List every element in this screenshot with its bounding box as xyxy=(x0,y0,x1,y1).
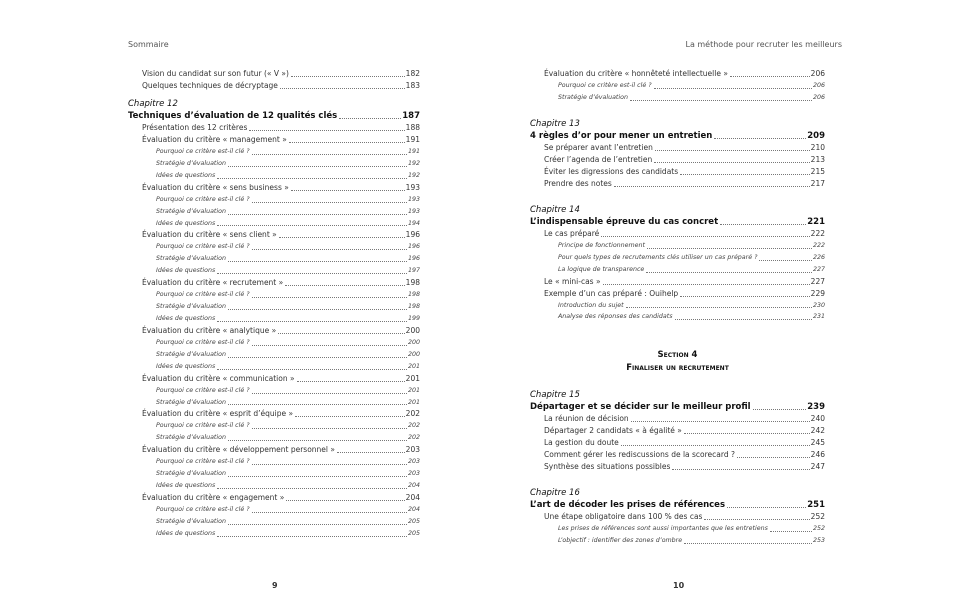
toc-entry xyxy=(128,420,420,432)
toc-entry-page: 198 xyxy=(407,291,420,299)
dot-leader xyxy=(291,76,405,77)
toc-entry-title: L’art de décoder les prises de références xyxy=(530,500,726,511)
toc-entry xyxy=(530,216,825,228)
toc-entry-title: Stratégie d’évaluation xyxy=(156,159,226,167)
toc-entry-page: 201 xyxy=(405,373,420,383)
dot-leader xyxy=(737,457,810,458)
toc-entry-page: 203 xyxy=(407,458,420,466)
toc-entry-title: Stratégie d’évaluation xyxy=(156,303,226,311)
toc-entry-page: 192 xyxy=(407,159,420,167)
dot-leader xyxy=(252,249,407,250)
toc-entry-page: 227 xyxy=(812,265,825,273)
toc-entry-page: 206 xyxy=(812,93,825,101)
toc-entry xyxy=(128,468,420,480)
toc-entry-page: 200 xyxy=(405,325,420,335)
toc-entry-page: 201 xyxy=(407,386,420,394)
dot-leader xyxy=(727,507,806,508)
toc-entry-title: Une étape obligatoire dans 100 % des cas xyxy=(544,512,703,522)
dot-leader xyxy=(252,297,407,298)
dot-leader xyxy=(647,248,812,249)
toc-entry-page: 230 xyxy=(812,301,825,309)
toc-entry-title: Techniques d’évaluation de 12 qualités clés xyxy=(128,111,338,121)
toc-entry-title: Évaluation du critère « sens client » xyxy=(142,230,277,240)
dot-leader xyxy=(252,345,407,346)
dot-leader xyxy=(252,154,407,155)
dot-leader xyxy=(339,118,401,119)
dot-leader xyxy=(337,452,405,453)
toc-entry-title: Stratégie d’évaluation xyxy=(558,93,628,101)
toc-entry xyxy=(530,300,825,312)
toc-entry-page: 226 xyxy=(812,253,825,261)
toc-entry xyxy=(128,241,420,253)
toc-entry xyxy=(530,401,825,413)
toc-entry-title: Stratégie d’évaluation xyxy=(156,398,226,406)
toc-left-page xyxy=(128,68,420,540)
toc-entry-title: Pourquoi ce critère est-il clé ? xyxy=(156,422,250,430)
toc-entry-title: La logique de transparence xyxy=(558,265,645,273)
dot-leader xyxy=(730,76,810,77)
toc-entry-page: 198 xyxy=(407,303,420,311)
dot-leader xyxy=(279,237,405,238)
section-heading: Finaliser un recrutement xyxy=(626,363,729,374)
toc-entry-page: 182 xyxy=(405,69,420,78)
dot-leader xyxy=(278,333,404,334)
dot-leader xyxy=(684,433,810,434)
toc-entry-title: Pourquoi ce critère est-il clé ? xyxy=(156,458,250,466)
toc-entry-title: Pourquoi ce critère est-il clé ? xyxy=(156,148,250,155)
toc-entry xyxy=(128,110,420,122)
toc-entry xyxy=(530,166,825,178)
toc-entry-title: Stratégie d’évaluation xyxy=(156,434,226,442)
toc-entry-page: 203 xyxy=(407,470,420,478)
toc-entry-title: L’objectif : identifier des zones d’ombre xyxy=(558,537,683,545)
toc-entry-page: 201 xyxy=(407,398,420,406)
toc-entry-page: 242 xyxy=(810,426,825,436)
dot-leader xyxy=(217,225,407,226)
toc-entry-page: 198 xyxy=(405,278,420,288)
chapter-heading: Chapitre 15 xyxy=(530,390,580,401)
toc-entry-title: Vision du candidat sur son futur (« V ») xyxy=(142,69,289,78)
toc-entry xyxy=(128,444,420,456)
toc-entry xyxy=(128,80,420,92)
dot-leader xyxy=(626,307,812,308)
dot-leader xyxy=(601,236,809,237)
dot-leader xyxy=(621,445,810,446)
toc-entry xyxy=(530,311,825,323)
toc-entry-page: 253 xyxy=(812,537,825,545)
toc-entry-title: Introduction du sujet xyxy=(558,301,624,309)
dot-leader xyxy=(753,409,807,410)
toc-entry xyxy=(128,528,420,540)
chapter-heading: Chapitre 14 xyxy=(530,204,580,215)
dot-leader xyxy=(286,500,404,501)
dot-leader xyxy=(655,150,810,151)
toc-entry-page: 204 xyxy=(407,505,420,513)
toc-entry-title: Prendre des notes xyxy=(544,178,612,188)
dot-leader xyxy=(228,166,407,167)
toc-entry xyxy=(128,206,420,218)
dot-leader xyxy=(217,321,407,322)
toc-entry-page: 191 xyxy=(407,148,420,155)
toc-entry xyxy=(530,80,825,92)
toc-entry-title: Idées de questions xyxy=(156,529,216,537)
toc-entry-page: 196 xyxy=(407,243,420,251)
toc-entry-page: 204 xyxy=(405,492,420,502)
toc-entry-title: Idées de questions xyxy=(156,314,216,322)
toc-entry-page: 231 xyxy=(812,313,825,321)
toc-entry-title: Idées de questions xyxy=(156,219,216,227)
dot-leader xyxy=(680,174,810,175)
toc-entry xyxy=(128,265,420,277)
toc-entry xyxy=(530,142,825,154)
dot-leader xyxy=(228,404,407,405)
toc-entry-title: Créer l’agenda de l’entretien xyxy=(544,154,653,164)
dot-leader xyxy=(217,178,407,179)
toc-entry-title: Principe de fonctionnement xyxy=(558,241,646,249)
toc-entry xyxy=(530,178,825,190)
dot-leader xyxy=(228,357,407,358)
toc-entry xyxy=(128,68,420,80)
toc-entry xyxy=(530,130,825,142)
dot-leader xyxy=(654,162,809,163)
toc-entry-page: 183 xyxy=(405,81,420,90)
page-number-right: 10 xyxy=(673,581,685,590)
dot-leader xyxy=(285,285,404,286)
toc-entry xyxy=(128,349,420,361)
toc-entry-title: Le « mini-cas » xyxy=(544,276,601,286)
toc-entry-title: Quelques techniques de décryptage xyxy=(142,81,278,90)
toc-entry-title: Pourquoi ce critère est-il clé ? xyxy=(156,291,250,299)
toc-entry xyxy=(128,182,420,194)
dot-leader xyxy=(228,214,407,215)
toc-entry xyxy=(128,504,420,516)
dot-leader xyxy=(680,296,809,297)
toc-entry xyxy=(128,229,420,241)
toc-entry-page: 246 xyxy=(810,450,825,460)
toc-entry-title: Stratégie d’évaluation xyxy=(156,517,226,525)
dot-leader xyxy=(614,186,810,187)
toc-entry-title: Pourquoi ce critère est-il clé ? xyxy=(156,195,250,203)
toc-entry xyxy=(128,301,420,313)
toc-entry xyxy=(128,361,420,373)
toc-entry-title: Les prises de références sont aussi importantes que les entretiens xyxy=(558,525,768,533)
toc-entry xyxy=(128,158,420,170)
dot-leader xyxy=(280,88,405,89)
toc-entry-page: 210 xyxy=(810,142,825,152)
dot-leader xyxy=(249,130,404,131)
toc-entry xyxy=(530,264,825,276)
toc-entry xyxy=(530,511,825,523)
toc-entry-page: 206 xyxy=(812,82,825,89)
toc-entry-page: 227 xyxy=(810,276,825,286)
dot-leader xyxy=(603,284,810,285)
toc-entry-title: Stratégie d’évaluation xyxy=(156,207,226,215)
toc-entry-title: Exemple d’un cas préparé : Ouihelp xyxy=(544,288,679,298)
toc-entry-title: Synthèse des situations possibles xyxy=(544,462,671,472)
toc-entry-title: Stratégie d’évaluation xyxy=(156,350,226,358)
toc-entry-page: 193 xyxy=(405,182,420,192)
toc-entry xyxy=(530,425,825,437)
toc-entry xyxy=(128,277,420,289)
toc-entry-title: Stratégie d’évaluation xyxy=(156,470,226,478)
toc-entry-title: Idées de questions xyxy=(156,171,216,179)
dot-leader xyxy=(252,202,407,203)
toc-entry xyxy=(530,154,825,166)
toc-entry xyxy=(128,122,420,134)
toc-entry-title: Le cas préparé xyxy=(544,228,600,238)
toc-entry xyxy=(530,523,825,535)
toc-entry xyxy=(128,492,420,504)
toc-entry xyxy=(530,228,825,240)
dot-leader xyxy=(217,488,407,489)
toc-entry-page: 205 xyxy=(407,517,420,525)
toc-entry xyxy=(128,134,420,146)
chapter-heading: Chapitre 13 xyxy=(530,118,580,129)
toc-entry-page: 196 xyxy=(407,255,420,263)
dot-leader xyxy=(217,536,407,537)
toc-entry-page: 221 xyxy=(807,216,825,227)
toc-entry-title: Évaluation du critère « engagement » xyxy=(142,492,285,502)
toc-entry-page: 202 xyxy=(405,409,420,419)
toc-entry-title: La réunion de décision xyxy=(544,414,629,424)
dot-leader xyxy=(295,416,405,417)
toc-entry xyxy=(128,397,420,409)
toc-entry xyxy=(128,289,420,301)
running-header-left: Sommaire xyxy=(128,40,169,49)
page-number-left: 9 xyxy=(272,581,278,590)
toc-entry-title: 4 règles d’or pour mener un entretien xyxy=(530,130,713,141)
toc-entry xyxy=(530,413,825,425)
dot-leader xyxy=(217,273,407,274)
toc-entry xyxy=(530,240,825,252)
toc-entry xyxy=(530,449,825,461)
toc-entry xyxy=(530,437,825,449)
toc-entry-page: 213 xyxy=(810,154,825,164)
toc-entry-page: 247 xyxy=(810,462,825,472)
dot-leader xyxy=(228,440,407,441)
toc-entry-page: 193 xyxy=(407,195,420,203)
dot-leader xyxy=(297,381,405,382)
toc-entry-title: Idées de questions xyxy=(156,267,216,275)
dot-leader xyxy=(252,393,407,394)
toc-entry xyxy=(128,170,420,182)
toc-entry-page: 200 xyxy=(407,338,420,346)
toc-entry xyxy=(530,276,825,288)
toc-entry-title: Stratégie d’évaluation xyxy=(156,255,226,263)
dot-leader xyxy=(252,464,407,465)
toc-entry-page: 193 xyxy=(407,207,420,215)
toc-entry-page: 202 xyxy=(407,422,420,430)
dot-leader xyxy=(675,319,812,320)
toc-entry xyxy=(128,480,420,492)
toc-entry-page: 194 xyxy=(407,219,420,227)
toc-entry-title: Évaluation du critère « recrutement » xyxy=(142,278,284,288)
dot-leader xyxy=(684,543,812,544)
toc-entry xyxy=(128,194,420,206)
toc-entry xyxy=(128,516,420,528)
toc-entry xyxy=(530,535,825,547)
toc-entry-page: 201 xyxy=(407,362,420,370)
dot-leader xyxy=(252,428,407,429)
toc-entry xyxy=(128,325,420,337)
toc-entry-page: 229 xyxy=(810,288,825,298)
toc-entry-page: 222 xyxy=(812,241,825,249)
toc-entry-page: 245 xyxy=(810,438,825,448)
dot-leader xyxy=(704,519,809,520)
toc-entry-title: Départager 2 candidats « à égalité » xyxy=(544,426,682,436)
toc-entry-title: Pourquoi ce critère est-il clé ? xyxy=(558,82,652,89)
chapter-heading: Chapitre 16 xyxy=(530,488,580,499)
toc-entry-page: 203 xyxy=(405,445,420,455)
toc-entry-title: Pourquoi ce critère est-il clé ? xyxy=(156,338,250,346)
toc-entry xyxy=(530,92,825,104)
toc-entry-page: 240 xyxy=(810,414,825,424)
toc-entry-page: 191 xyxy=(405,135,420,144)
toc-entry xyxy=(128,432,420,444)
toc-entry xyxy=(530,288,825,300)
toc-entry xyxy=(530,461,825,473)
toc-entry-page: 204 xyxy=(407,482,420,490)
dot-leader xyxy=(217,369,407,370)
toc-entry xyxy=(128,408,420,420)
toc-entry-page: 187 xyxy=(402,111,420,121)
toc-right-page xyxy=(530,68,825,547)
section-heading: Section 4 xyxy=(657,350,698,361)
toc-entry-title: La gestion du doute xyxy=(544,438,619,448)
toc-entry-title: Idées de questions xyxy=(156,482,216,490)
toc-entry xyxy=(530,68,825,80)
toc-entry-page: 252 xyxy=(810,512,825,522)
dot-leader xyxy=(630,100,812,101)
toc-entry-title: Pourquoi ce critère est-il clé ? xyxy=(156,386,250,394)
toc-entry-title: Évaluation du critère « analytique » xyxy=(142,325,277,335)
toc-entry-title: Évaluation du critère « développement personnel » xyxy=(142,445,335,455)
toc-entry-title: Évaluation du critère « honnêteté intellectuelle » xyxy=(544,69,728,78)
dot-leader xyxy=(714,138,806,139)
toc-entry-page: 205 xyxy=(407,529,420,537)
toc-entry xyxy=(530,252,825,264)
toc-entry-page: 215 xyxy=(810,166,825,176)
toc-entry-page: 192 xyxy=(407,171,420,179)
toc-entry xyxy=(128,313,420,325)
toc-entry-page: 188 xyxy=(405,123,420,132)
toc-entry-title: Départager et se décider sur le meilleur profil xyxy=(530,402,751,413)
dot-leader xyxy=(770,531,812,532)
toc-entry xyxy=(128,253,420,265)
toc-entry-page: 199 xyxy=(407,314,420,322)
toc-entry xyxy=(128,146,420,158)
dot-leader xyxy=(228,309,407,310)
toc-entry-page: 200 xyxy=(407,350,420,358)
toc-entry-page: 206 xyxy=(810,69,825,78)
dot-leader xyxy=(720,224,806,225)
dot-leader xyxy=(646,272,812,273)
toc-entry xyxy=(128,218,420,230)
dot-leader xyxy=(228,261,407,262)
dot-leader xyxy=(672,469,809,470)
toc-entry-page: 202 xyxy=(407,434,420,442)
toc-entry-title: Pourquoi ce critère est-il clé ? xyxy=(156,243,250,251)
dot-leader xyxy=(654,88,812,89)
toc-entry-title: Présentation des 12 critères xyxy=(142,123,248,132)
toc-entry-title: Évaluation du critère « esprit d’équipe » xyxy=(142,409,294,419)
toc-entry-page: 196 xyxy=(405,230,420,240)
toc-entry-title: Évaluation du critère « communication » xyxy=(142,373,295,383)
dot-leader xyxy=(228,524,407,525)
chapter-heading: Chapitre 12 xyxy=(128,99,178,109)
toc-entry-page: 217 xyxy=(810,178,825,188)
toc-entry-page: 197 xyxy=(407,267,420,275)
toc-entry-title: Comment gérer les rediscussions de la scorecard ? xyxy=(544,450,735,460)
toc-entry xyxy=(128,385,420,397)
toc-entry-page: 209 xyxy=(807,130,825,141)
toc-entry-title: Évaluation du critère « sens business » xyxy=(142,182,289,192)
toc-entry-title: Idées de questions xyxy=(156,362,216,370)
dot-leader xyxy=(759,260,811,261)
dot-leader xyxy=(252,512,407,513)
running-header-right: La méthode pour recruter les meilleurs xyxy=(685,40,842,49)
toc-entry-page: 252 xyxy=(812,525,825,533)
toc-entry xyxy=(128,337,420,349)
toc-entry-title: Se préparer avant l’entretien xyxy=(544,142,653,152)
toc-entry-title: Pourquoi ce critère est-il clé ? xyxy=(156,505,250,513)
dot-leader xyxy=(631,421,810,422)
dot-leader xyxy=(291,190,405,191)
toc-entry-page: 251 xyxy=(807,500,825,511)
toc-entry-page: 222 xyxy=(810,228,825,238)
dot-leader xyxy=(228,476,407,477)
toc-entry-title: Pour quels types de recrutements clés utiliser un cas préparé ? xyxy=(558,253,758,261)
toc-entry xyxy=(128,456,420,468)
dot-leader xyxy=(289,142,405,143)
toc-entry-title: L’indispensable épreuve du cas concret xyxy=(530,216,719,227)
toc-entry xyxy=(128,373,420,385)
toc-entry-title: Analyse des réponses des candidats xyxy=(558,313,673,321)
toc-entry-title: Évaluation du critère « management » xyxy=(142,135,287,144)
toc-entry-title: Éviter les digressions des candidats xyxy=(544,166,679,176)
toc-entry xyxy=(530,499,825,511)
toc-entry-page: 239 xyxy=(807,402,825,413)
